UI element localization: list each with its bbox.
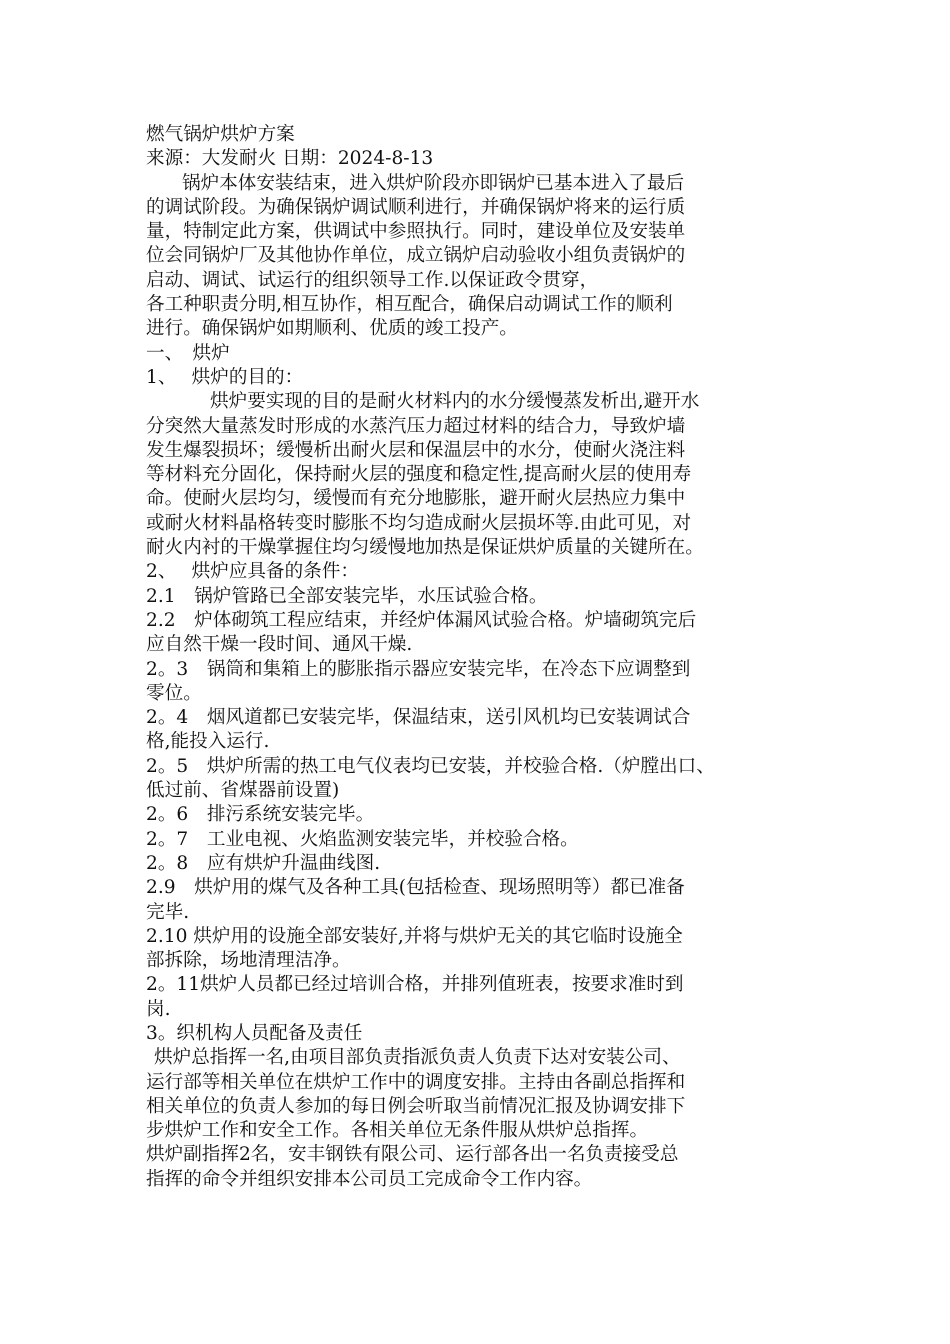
list-item: 2.1 锅炉管路已全部安装完毕，水压试验合格。 bbox=[146, 585, 548, 607]
list-item-continuation: 零位。 bbox=[146, 682, 202, 704]
list-item-continuation: 应自然干燥一段时间、通风干燥. bbox=[146, 634, 413, 656]
document-title: 燃气锅炉烘炉方案 bbox=[146, 124, 295, 145]
section-heading: 一、 烘炉 bbox=[146, 342, 230, 364]
list-item: 2。7 工业电视、火焰监测安装完毕，并校验合格。 bbox=[146, 828, 579, 850]
list-item: 2。6 排污系统安装完毕。 bbox=[146, 804, 375, 826]
text-line: 量，特制定此方案，供调试中参照执行。同时，建设单位及安装单 bbox=[146, 221, 686, 243]
text-line: 指挥的命令并组织安排本公司员工完成命令工作内容。 bbox=[146, 1168, 593, 1190]
text-line: 烘炉要实现的目的是耐火材料内的水分缓慢蒸发析出,避开水 bbox=[210, 391, 700, 413]
text-line: 进行。确保锅炉如期顺利、优质的竣工投产。 bbox=[146, 318, 518, 340]
list-item-continuation: 岗. bbox=[146, 998, 171, 1020]
text-line: 位会同锅炉厂及其他协作单位，成立锅炉启动验收小组负责锅炉的 bbox=[146, 245, 686, 267]
subsection-heading: 1、 烘炉的目的： bbox=[146, 366, 304, 388]
subsection-heading: 3。织机构人员配备及责任 bbox=[146, 1022, 363, 1044]
document-meta: 来源：大发耐火 日期：2024-8-13 bbox=[146, 148, 434, 170]
text-line: 烘炉总指挥一名,由项目部负责指派负责人负责下达对安装公司、 bbox=[154, 1047, 681, 1069]
text-line: 运行部等相关单位在烘炉工作中的调度安排。主持由各副总指挥和 bbox=[146, 1071, 686, 1093]
list-item-continuation: 低过前、省煤器前设置) bbox=[146, 780, 340, 802]
text-line: 耐火内衬的干燥掌握住均匀缓慢地加热是保证烘炉质量的关键所在。 bbox=[146, 537, 704, 559]
text-line: 相关单位的负责人参加的每日例会听取当前情况汇报及协调安排下 bbox=[146, 1095, 686, 1117]
list-item-continuation: 格,能投入运行. bbox=[146, 731, 270, 753]
text-line: 命。使耐火层均匀，缓慢而有充分地膨胀，避开耐火层热应力集中 bbox=[146, 488, 686, 510]
text-line: 发生爆裂损坏；缓慢析出耐火层和保温层中的水分，使耐火浇注料 bbox=[146, 439, 686, 461]
list-item: 2.9 烘炉用的煤气及各种工具(包括检查、现场照明等）都已准备 bbox=[146, 877, 685, 899]
list-item: 2。5 烘炉所需的热工电气仪表均已安装，并校验合格.（炉膛出口、 bbox=[146, 755, 715, 777]
document-page bbox=[146, 123, 826, 1192]
text-line: 锅炉本体安装结束，进入烘炉阶段亦即锅炉已基本进入了最后 bbox=[182, 172, 685, 194]
text-line: 启动、调试、试运行的组织领导工作.以保证政令贯穿， bbox=[146, 269, 599, 291]
list-item-continuation: 部拆除，场地清理洁净。 bbox=[146, 950, 351, 972]
text-line: 的调试阶段。为确保锅炉调试顺利进行，并确保锅炉将来的运行质 bbox=[146, 196, 686, 218]
text-line: 分突然大量蒸发时形成的水蒸汽压力超过材料的结合力，导致炉墙 bbox=[146, 415, 686, 437]
text-line: 步烘炉工作和安全工作。各相关单位无条件服从烘炉总指挥。 bbox=[146, 1120, 649, 1142]
list-item: 2。4 烟风道都已安装完毕，保温结束，送引风机均已安装调试合 bbox=[146, 707, 691, 729]
list-item: 2.2 炉体砌筑工程应结束，并经炉体漏风试验合格。炉墙砌筑完后 bbox=[146, 609, 697, 631]
list-item: 2。8 应有烘炉升温曲线图. bbox=[146, 852, 381, 874]
list-item: 2。3 锅筒和集箱上的膨胀指示器应安装完毕，在冷态下应调整到 bbox=[146, 658, 691, 680]
text-line: 等材料充分固化，保持耐火层的强度和稳定性,提高耐火层的使用寿 bbox=[146, 464, 692, 486]
list-item-continuation: 完毕. bbox=[146, 901, 190, 923]
list-item: 2。11烘炉人员都已经过培训合格，并排列值班表，按要求准时到 bbox=[146, 974, 684, 996]
list-item: 2.10 烘炉用的设施全部安装好,并将与烘炉无关的其它临时设施全 bbox=[146, 925, 683, 947]
subsection-heading: 2、 烘炉应具备的条件： bbox=[146, 561, 359, 583]
text-line: 烘炉副指挥2名，安丰钢铁有限公司、运行部各出一名负责接受总 bbox=[146, 1144, 679, 1166]
text-line: 或耐火材料晶格转变时膨胀不均匀造成耐火层损坏等.由此可见，对 bbox=[146, 512, 692, 534]
text-line: 各工种职责分明,相互协作，相互配合，确保启动调试工作的顺利 bbox=[146, 294, 673, 316]
